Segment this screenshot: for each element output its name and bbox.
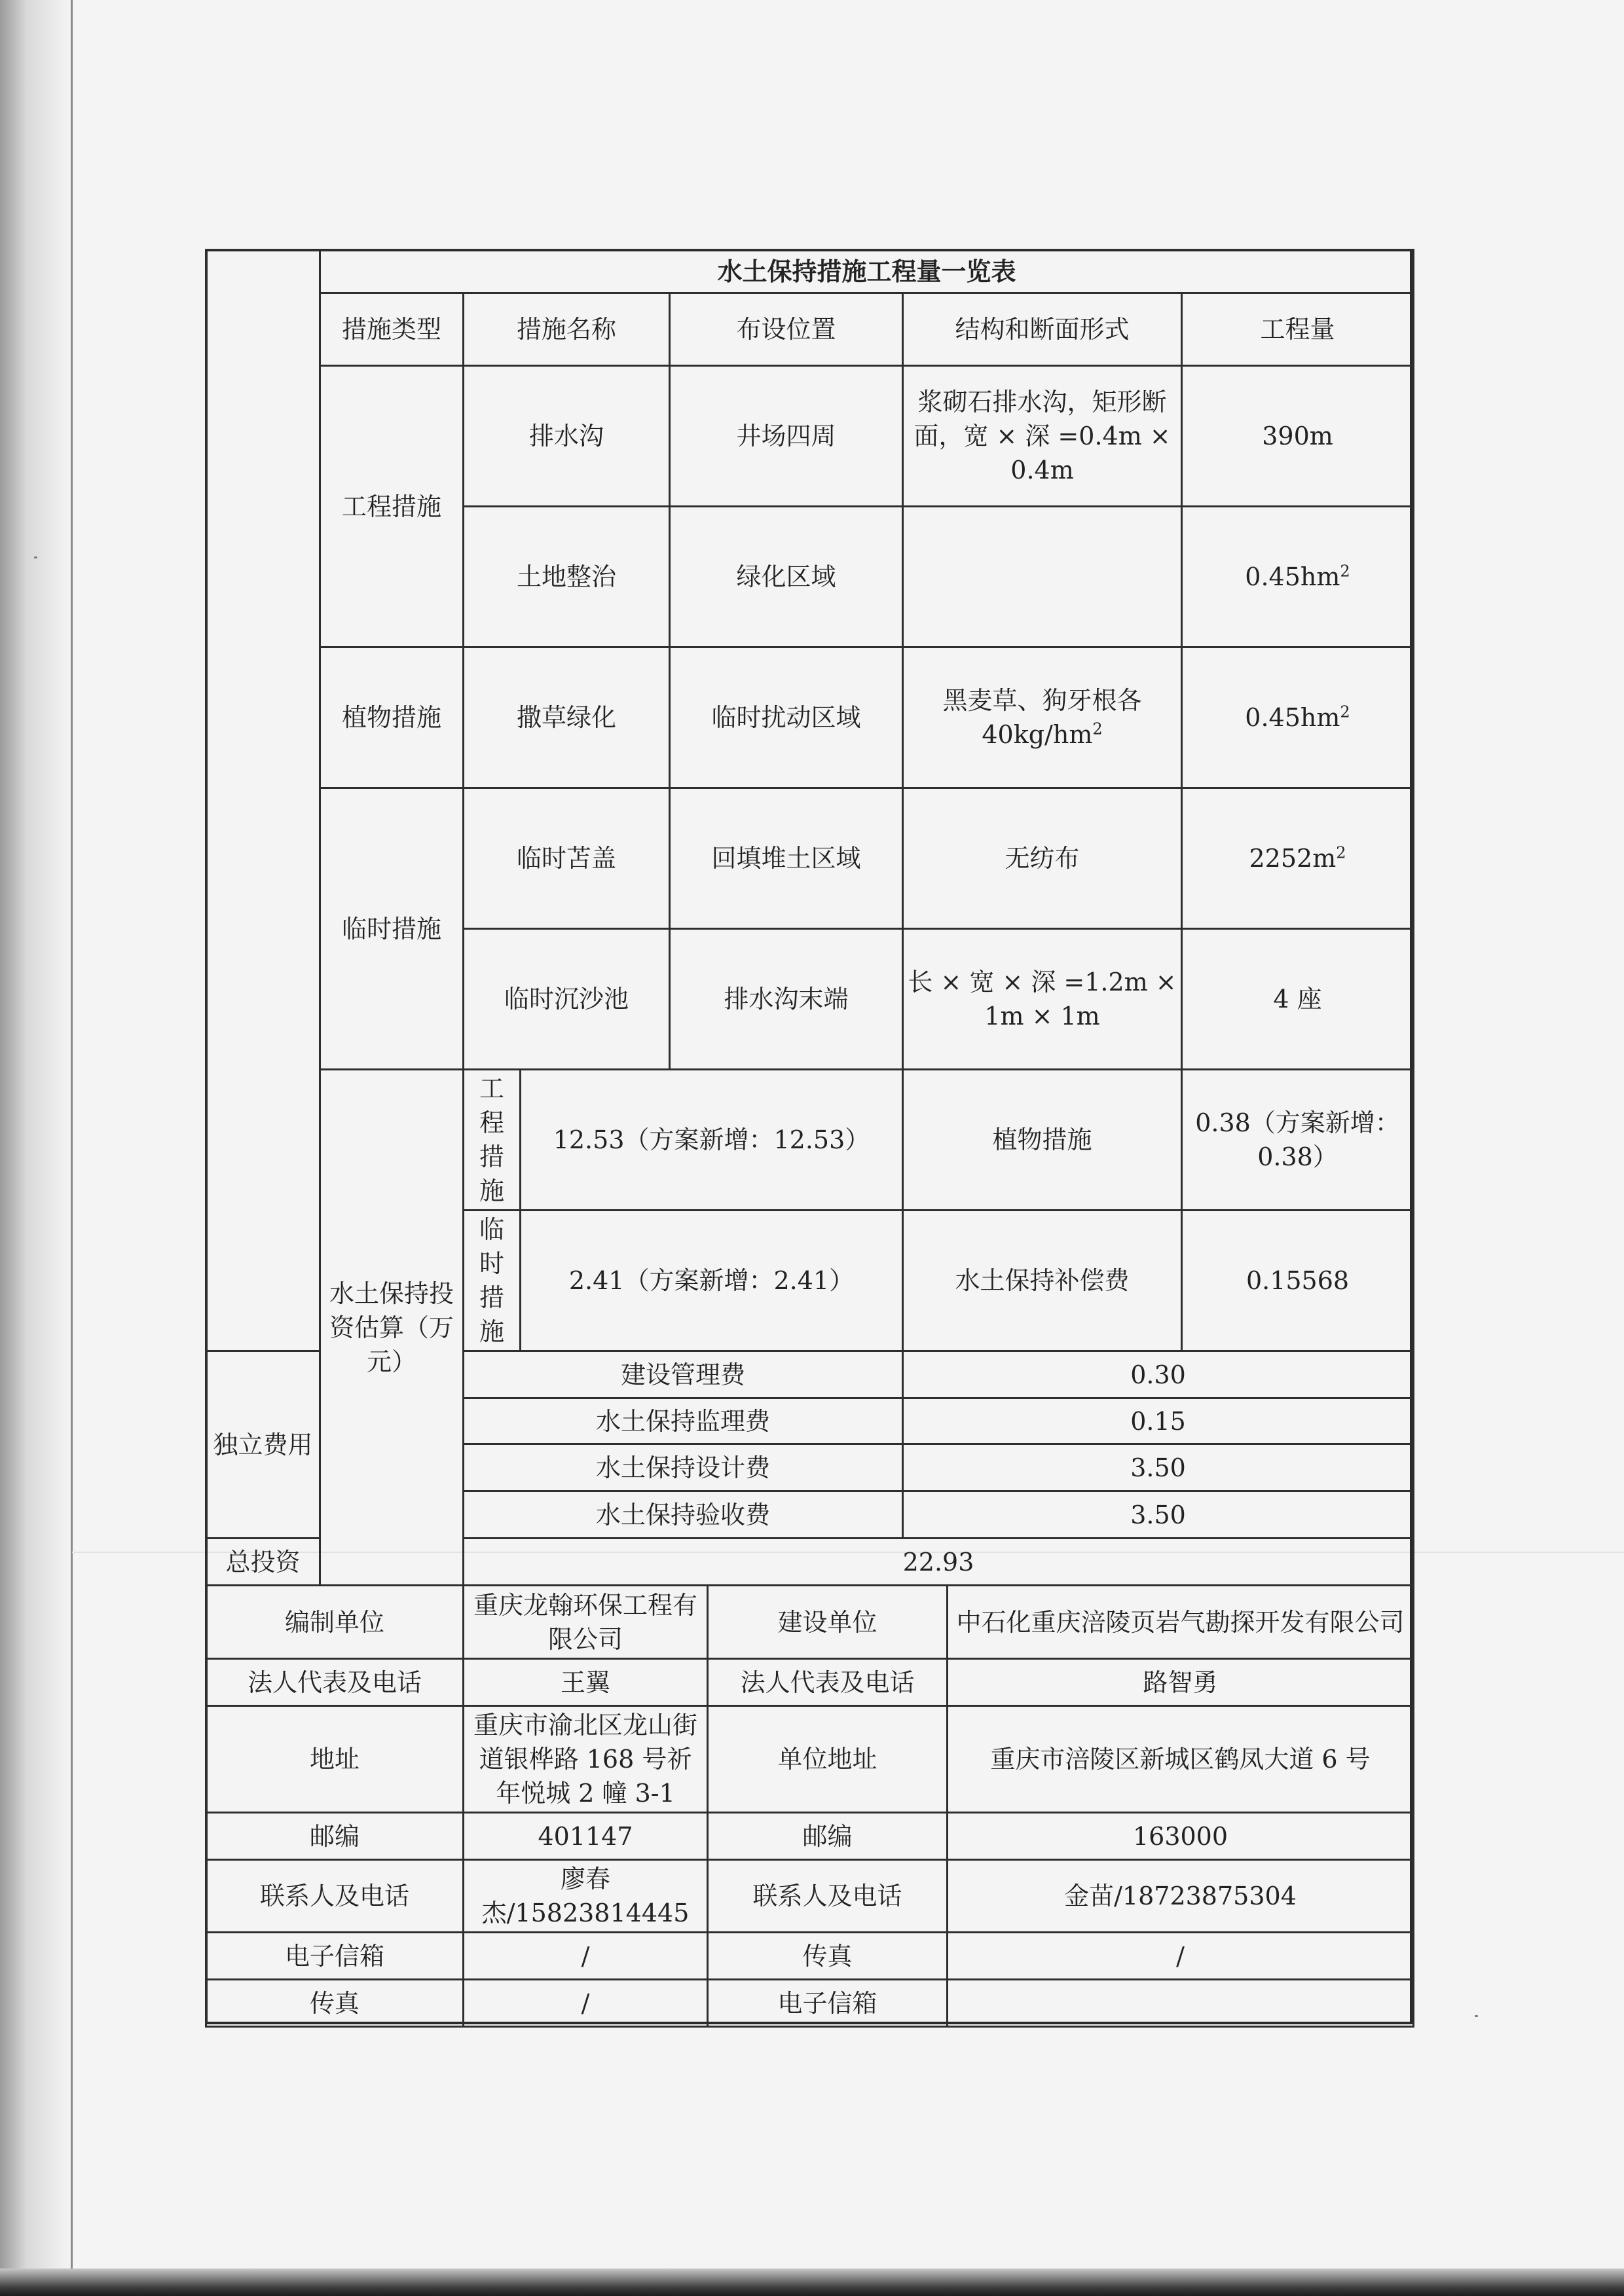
investment-plant-label: 植物措施: [903, 1070, 1182, 1211]
builder-label: 建设单位: [708, 1586, 948, 1659]
measure-quantity: $0.45hm^2$: [1182, 647, 1414, 788]
type-engineering: 工程措施: [320, 366, 464, 647]
header-location: 布设位置: [670, 293, 903, 366]
independent-item-value: 3.50: [903, 1444, 1414, 1491]
measure-structure: [903, 507, 1182, 647]
independent-item-label: 建设管理费: [464, 1351, 903, 1398]
fax-value-right: /: [948, 1933, 1414, 1980]
contact-label-left: 联系人及电话: [206, 1860, 464, 1933]
measure-quantity: $2252m^2$: [1182, 788, 1414, 929]
email-label-left: 电子信箱: [206, 1933, 464, 1980]
zip-value-left: 401147: [464, 1813, 708, 1860]
measure-quantity: $0.45hm^2$: [1182, 507, 1414, 647]
investment-plant-value: 0.38（方案新增：0.38）: [1182, 1070, 1414, 1211]
header-quantity: 工程量: [1182, 293, 1414, 366]
investment-engineering-value: 12.53（方案新增：12.53）: [521, 1070, 903, 1211]
table-row: [206, 1659, 1414, 1706]
measure-name: 土地整治: [464, 507, 670, 647]
table-row: [206, 647, 1414, 788]
measure-structure: 浆砌石排水沟，矩形断面，宽 × 深 =0.4m × 0.4m: [903, 366, 1182, 507]
independent-item-label: 水土保持设计费: [464, 1444, 903, 1491]
fax-label-right: 传真: [708, 1933, 948, 1980]
email-value-right: [948, 1980, 1414, 2027]
investment-compensation-value: 0.15568: [1182, 1211, 1414, 1351]
investment-temp-value: 2.41（方案新增：2.41）: [521, 1211, 903, 1351]
investment-compensation-label: 水土保持补偿费: [903, 1211, 1182, 1351]
legal-label-left: 法人代表及电话: [206, 1659, 464, 1706]
table-row: [206, 788, 1414, 929]
measure-name: 临时沉沙池: [464, 929, 670, 1070]
type-plant: 植物措施: [320, 647, 464, 788]
measure-location: 回填堆土区域: [670, 788, 903, 929]
independent-item-value: 0.15: [903, 1398, 1414, 1444]
independent-item-label: 水土保持监理费: [464, 1398, 903, 1444]
info-table: [205, 249, 1414, 2028]
email-label-right: 电子信箱: [708, 1980, 948, 2027]
measures-title: 水土保持措施工程量一览表: [320, 250, 1414, 293]
investment-independent-label: 独立费用: [206, 1351, 320, 1539]
scan-page-shadow: [0, 0, 79, 2296]
fax-label-left: 传真: [206, 1980, 464, 2027]
independent-item-label: 水土保持验收费: [464, 1491, 903, 1539]
measure-location: 排水沟末端: [670, 929, 903, 1070]
address-value: 重庆市渝北区龙山街道银桦路 168 号祈年悦城 2 幢 3-1: [464, 1706, 708, 1813]
contact-value-right: 金苗/18723875304: [948, 1860, 1414, 1933]
zip-value-right: 163000: [948, 1813, 1414, 1860]
measure-location: 绿化区域: [670, 507, 903, 647]
compiler-label: 编制单位: [206, 1586, 464, 1659]
measure-name: 排水沟: [464, 366, 670, 507]
header-structure: 结构和断面形式: [903, 293, 1182, 366]
investment-total-label: 总投资: [206, 1539, 320, 1586]
measure-structure: 长 × 宽 × 深 =1.2m × 1m × 1m: [903, 929, 1182, 1070]
scan-bottom-edge: [0, 2269, 1624, 2296]
independent-item-value: 3.50: [903, 1491, 1414, 1539]
scan-speck: [34, 556, 37, 558]
table-row: [206, 1860, 1414, 1933]
table-row: [206, 1706, 1414, 1813]
table-row: [206, 1980, 1414, 2027]
measures-header-row: [206, 293, 1414, 366]
unit-address-label: 单位地址: [708, 1706, 948, 1813]
measure-quantity: 4 座: [1182, 929, 1414, 1070]
legal-label-right: 法人代表及电话: [708, 1659, 948, 1706]
contact-value-left: 廖春杰/15823814445: [464, 1860, 708, 1933]
table-row: [206, 1586, 1414, 1659]
header-type: 措施类型: [320, 293, 464, 366]
table-row: [206, 1070, 1414, 1211]
table-row: [206, 1933, 1414, 1980]
investment-label: 水土保持投资估算（万元）: [320, 1070, 464, 1586]
unit-address-value: 重庆市涪陵区新城区鹤凤大道 6 号: [948, 1706, 1414, 1813]
legal-value-left: 王翼: [464, 1659, 708, 1706]
investment-total-value: 22.93: [464, 1539, 1414, 1586]
scan-speck: [1475, 2015, 1478, 2017]
address-label: 地址: [206, 1706, 464, 1813]
measure-structure: 黑麦草、狗牙根各 $40kg/hm^2$: [903, 647, 1182, 788]
scan-page-edge: [71, 0, 73, 2296]
type-temporary: 临时措施: [320, 788, 464, 1070]
contact-label-right: 联系人及电话: [708, 1860, 948, 1933]
measure-quantity: 390m: [1182, 366, 1414, 507]
legal-value-right: 路智勇: [948, 1659, 1414, 1706]
compiler-value: 重庆龙翰环保工程有限公司: [464, 1586, 708, 1659]
header-name: 措施名称: [464, 293, 670, 366]
measure-structure: 无纺布: [903, 788, 1182, 929]
table-row: [206, 1813, 1414, 1860]
zip-label-right: 邮编: [708, 1813, 948, 1860]
measure-location: 临时扰动区域: [670, 647, 903, 788]
investment-engineering-label: 工程措施: [464, 1070, 521, 1211]
independent-item-value: 0.30: [903, 1351, 1414, 1398]
measure-name: 临时苫盖: [464, 788, 670, 929]
builder-value: 中石化重庆涪陵页岩气勘探开发有限公司: [948, 1586, 1414, 1659]
zip-label-left: 邮编: [206, 1813, 464, 1860]
investment-temp-label: 临时措施: [464, 1211, 521, 1351]
measure-name: 撒草绿化: [464, 647, 670, 788]
measures-side-blank: [206, 250, 320, 1351]
table-row: [206, 366, 1414, 507]
email-value-left: /: [464, 1933, 708, 1980]
fax-value-left: /: [464, 1980, 708, 2027]
measure-location: 井场四周: [670, 366, 903, 507]
